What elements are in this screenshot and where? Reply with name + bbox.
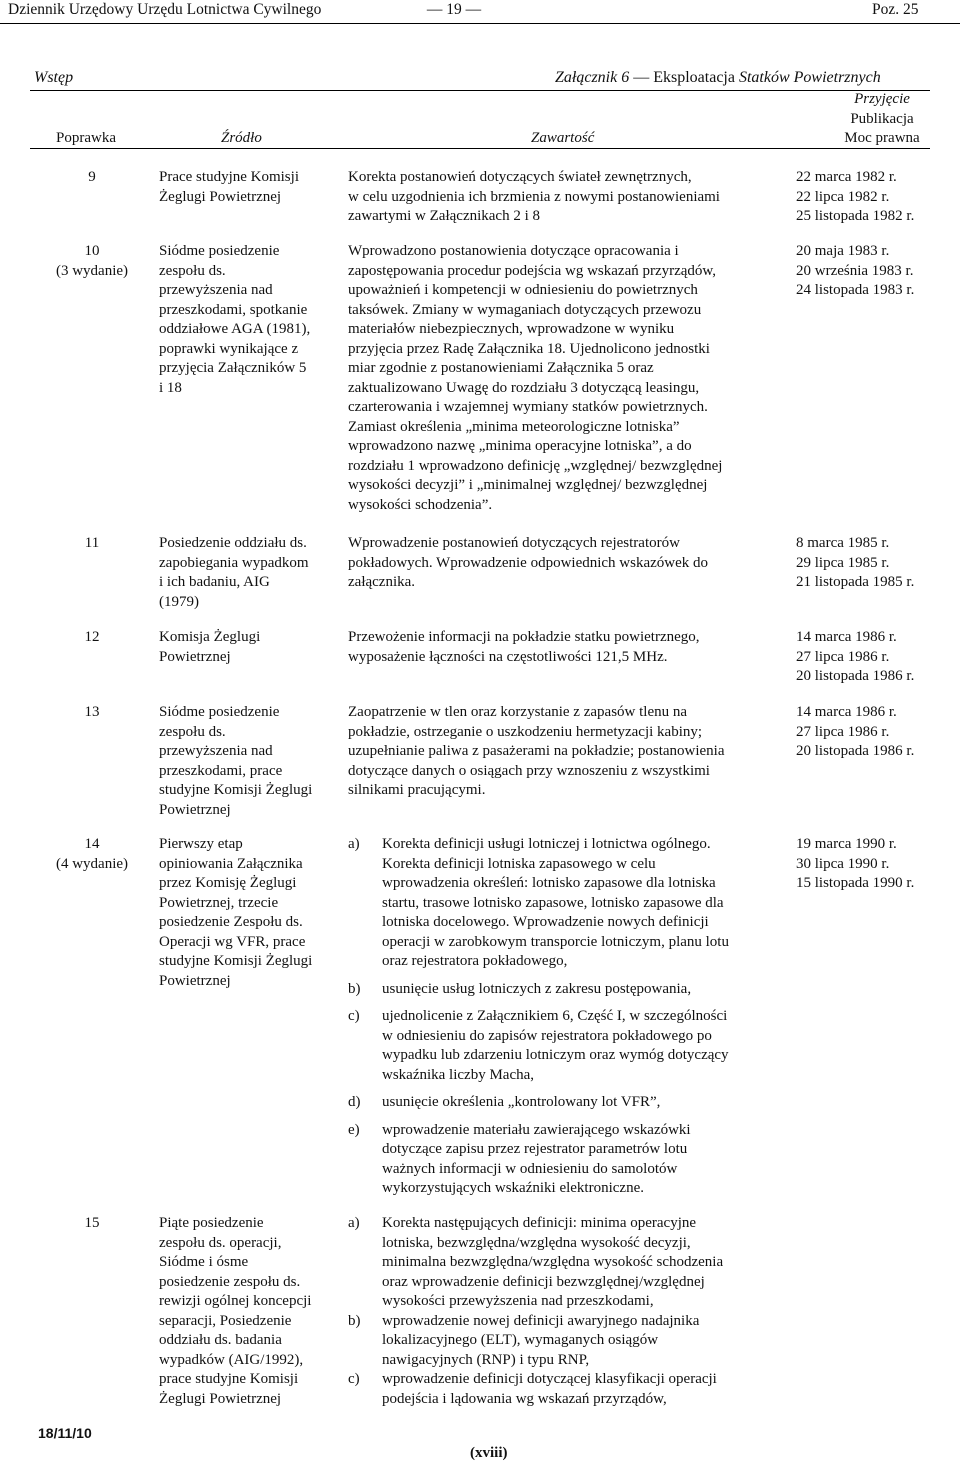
list-item xyxy=(348,1370,780,1409)
item-label: a) xyxy=(348,1215,360,1231)
source-line: zapobiegania wypadkom xyxy=(159,554,309,571)
content-line: Korekta postanowień dotyczących świateł zewnętrznych, xyxy=(348,169,692,185)
row-content xyxy=(348,534,780,593)
source-line: posiedzenie zespołu ds. xyxy=(159,1273,301,1290)
content-line: wprowadzono nazwę „minima operacyjne lotniska”, a do xyxy=(348,438,692,454)
item-line: dotyczące zapisu przez rejestrator parametrów lotu xyxy=(382,1141,688,1157)
content-line: zapostępowania procedur podejścia wg wskazań przyrządów, xyxy=(348,262,717,279)
row-number xyxy=(60,703,124,723)
source-line: Operacji wg VFR, prace xyxy=(159,933,306,950)
list-item xyxy=(348,1214,780,1312)
section-right xyxy=(555,68,881,88)
source-line: i ich badaniu, AIG xyxy=(159,574,270,590)
date-adoption: 19 marca 1990 r. xyxy=(796,836,897,852)
item-line: wprowadzenie nowej definicji awaryjnego nadajnika xyxy=(382,1312,700,1329)
list-item xyxy=(348,980,780,1000)
page-number-dash-right: — xyxy=(461,1,482,18)
source-line: Powietrznej xyxy=(159,801,231,818)
date-adoption: 14 marca 1986 r. xyxy=(796,704,897,720)
date-effective: 20 listopada 1986 r. xyxy=(796,668,915,684)
source-line: studyjne Komisji Żeglugi xyxy=(159,782,313,798)
footer-page-roman: (xviii) xyxy=(470,1445,508,1461)
source-line: posiedzenie Zespołu ds. xyxy=(159,914,303,930)
date-adoption: 20 maja 1983 r. xyxy=(796,243,890,259)
source-line: Siódme posiedzenie xyxy=(159,243,280,259)
item-label: a) xyxy=(348,836,360,852)
item-line: Korekta definicji usługi lotniczej i lotnictwa ogólnego. xyxy=(382,836,711,852)
item-line: wprowadzenia określeń: lotnisko zapasowe dla lotniska xyxy=(382,875,716,891)
row-number xyxy=(60,534,124,554)
row-content xyxy=(348,628,780,667)
source-line: Powietrznej, trzecie xyxy=(159,894,279,911)
source-line: wypadków (AIG/1992), xyxy=(159,1351,304,1368)
content-line: Wprowadzenie postanowień dotyczących rejestratorów xyxy=(348,535,680,551)
item-line: nawigacyjnych (RNP) i typu RNP, xyxy=(382,1351,590,1368)
row-number xyxy=(60,1214,124,1234)
list-item xyxy=(348,1093,780,1113)
content-line: rozdziału 1 wprowadzono definicję „względnej/ bezwzględnej xyxy=(348,457,723,474)
source-line: Powietrznej xyxy=(159,648,231,665)
annex-topic: Eksploatacja xyxy=(653,69,735,86)
annex-label: Załącznik 6 xyxy=(555,69,630,86)
date-adoption: 8 marca 1985 r. xyxy=(796,535,890,551)
journal-title: Dziennik Urzędowy Urzędu Lotnictwa Cywilnego xyxy=(8,1,322,18)
list-item xyxy=(348,835,780,972)
row-source xyxy=(159,1214,341,1409)
row-number-line: 10 xyxy=(84,243,100,259)
date-publication: 30 lipca 1990 r. xyxy=(796,855,890,872)
content-line: wysokości decyzji” i „minimalnej względnej/ bezwzględnej xyxy=(348,477,708,493)
item-line: wysokości przewyższenia nad przeszkodami, xyxy=(382,1293,654,1309)
row-source xyxy=(159,703,341,820)
date-publication: 20 września 1983 r. xyxy=(796,262,914,279)
edition-label: (3 wydanie) xyxy=(55,262,129,279)
item-line: minimalna bezwzględna/względna wysokość schodzenia xyxy=(382,1254,724,1270)
col-effective: Moc prawna xyxy=(844,130,920,146)
source-line: zespołu ds. operacji, xyxy=(159,1234,282,1251)
source-line: przyjęcia Załączników 5 xyxy=(159,360,307,376)
row-content xyxy=(348,242,780,515)
item-line: oraz rejestratora pokładowego, xyxy=(382,953,568,969)
source-line: Posiedzenie oddziału ds. xyxy=(159,535,307,551)
col-source: Źródło xyxy=(221,130,262,146)
item-line: Korekta następujących definicji: minima operacyjne xyxy=(382,1215,697,1231)
date-effective: 15 listopada 1990 r. xyxy=(796,875,915,891)
col-adoption: Przyjęcie xyxy=(854,91,910,107)
list-item xyxy=(348,1121,780,1199)
item-line: wypadku lub zdarzeniu lotniczym oraz wymóg dotyczący xyxy=(382,1047,729,1063)
item-label: c) xyxy=(348,1008,360,1024)
col-content: Zawartość xyxy=(531,130,595,146)
source-line: oddziału ds. badania xyxy=(159,1332,282,1348)
row-content xyxy=(348,1214,780,1409)
row-source xyxy=(159,835,341,991)
source-line: Piąte posiedzenie xyxy=(159,1215,264,1231)
date-effective: 20 listopada 1986 r. xyxy=(796,743,915,759)
content-line: upoważnień i kompetencji w odniesieniu do powietrznych xyxy=(348,282,698,298)
row-dates xyxy=(796,703,946,762)
source-line: przewyższenia nad xyxy=(159,282,273,298)
date-adoption: 22 marca 1982 r. xyxy=(796,169,897,185)
content-line: dotyczące danych o osiągach przy wznoszeniu z wszystkimi xyxy=(348,762,710,779)
item-line: lotniska docelowego. Wprowadzenie nowych definicji xyxy=(382,914,709,930)
content-line: zaktualizowano Uwagę do rozdziału 3 dotyczącą leasingu, xyxy=(348,379,700,396)
source-line: Prace studyjne Komisji xyxy=(159,169,299,185)
date-effective: 25 listopada 1982 r. xyxy=(796,208,915,224)
date-publication: 27 lipca 1986 r. xyxy=(796,648,890,665)
row-dates xyxy=(796,835,946,894)
item-line: wykorzystujących wskaźniki elektroniczne. xyxy=(382,1180,644,1196)
source-line: zespołu ds. xyxy=(159,723,226,740)
item-line: oraz wprowadzenie definicji bezwzględnej/względnej xyxy=(382,1273,705,1290)
col-amendment: Poprawka xyxy=(56,130,116,146)
source-line: separacji, Posiedzenie xyxy=(159,1312,292,1329)
row-dates xyxy=(796,628,946,687)
item-line: wskaźnika liczby Macha, xyxy=(382,1066,535,1083)
source-line: opiniowania Załącznika xyxy=(159,855,303,872)
column-header-rule xyxy=(30,148,930,149)
item-line: usunięcie określenia „kontrolowany lot VFR”, xyxy=(382,1094,661,1110)
source-line: Powietrznej xyxy=(159,972,231,989)
content-line: uzupełnianie paliwa z pasażerami na pokładzie; postanowienia xyxy=(348,743,725,759)
row-dates xyxy=(796,168,946,227)
header-rule xyxy=(0,23,960,24)
row-source xyxy=(159,628,341,667)
source-line: zespołu ds. xyxy=(159,262,226,279)
content-line: miar zgodnie z postanowieniami Załącznika 5 oraz xyxy=(348,360,654,376)
content-line: pokładzie, ostrzeganie o uszkodzeniu hermetyzacji kabiny; xyxy=(348,723,703,740)
content-line: wysokości schodzenia”. xyxy=(348,496,493,513)
item-label: c) xyxy=(348,1371,360,1387)
row-number-line: 11 xyxy=(84,535,100,551)
source-line: Komisja Żeglugi xyxy=(159,629,261,645)
col-publication: Publikacja xyxy=(850,111,914,127)
content-line: wyposażenie łączności na częstotliwości 121,5 MHz. xyxy=(348,648,668,665)
item-label: e) xyxy=(348,1121,360,1138)
content-line: Wprowadzono postanowienia dotyczące opracowania i xyxy=(348,243,679,259)
source-line: przeszkodami, prace xyxy=(159,762,283,779)
row-dates xyxy=(796,242,946,301)
source-line: studyjne Komisji Żeglugi xyxy=(159,953,313,969)
source-line: Siódme i ósme xyxy=(159,1254,249,1270)
item-line: wprowadzenie definicji dotyczącej klasyfikacji operacji xyxy=(382,1371,717,1387)
item-line: podejścia i lądowania wg wskazań przyrządów, xyxy=(382,1390,667,1407)
section-left: Wstęp xyxy=(34,69,74,86)
content-line: taksówek. Zmiany w wymaganiach dotyczących przewozu xyxy=(348,301,702,318)
row-source xyxy=(159,534,341,612)
content-line: załącznika. xyxy=(348,574,416,590)
source-line: Siódme posiedzenie xyxy=(159,704,280,720)
row-number-line: 12 xyxy=(84,629,100,645)
item-line: ważnych informacji w odniesieniu do samolotów xyxy=(382,1160,678,1177)
list-item xyxy=(348,1312,780,1371)
row-source xyxy=(159,168,341,207)
date-effective: 24 listopada 1983 r. xyxy=(796,282,915,298)
content-line: zawartymi w Załącznikach 2 i 8 xyxy=(348,208,540,224)
item-line: lokalizacyjnego (ELT), wymaganych osiągów xyxy=(382,1332,659,1348)
item-label: b) xyxy=(348,980,361,997)
date-publication: 29 lipca 1985 r. xyxy=(796,554,890,571)
row-number xyxy=(60,628,124,648)
date-effective: 21 listopada 1985 r. xyxy=(796,574,915,590)
footer-date-code: 18/11/10 xyxy=(38,1425,92,1441)
section-rule xyxy=(30,90,930,91)
row-number-line: 15 xyxy=(84,1215,100,1231)
annex-topic-suffix: Statków Powietrznych xyxy=(738,69,881,86)
row-number-line: 13 xyxy=(84,704,100,720)
row-dates xyxy=(796,534,946,593)
source-line: Żeglugi Powietrznej xyxy=(159,1390,282,1407)
item-line: wprowadzenie materiału zawierającego wskazówki xyxy=(382,1121,691,1138)
source-line: Żeglugi Powietrznej xyxy=(159,188,282,205)
content-line: w celu uzgodnienia ich brzmienia z nowymi postanowieniami xyxy=(348,188,720,205)
source-line: przez Komisję Żeglugi xyxy=(159,875,297,891)
row-source xyxy=(159,242,341,398)
source-line: i 18 xyxy=(159,379,182,396)
row-number xyxy=(55,835,129,874)
item-label: d) xyxy=(348,1094,361,1110)
source-line: przeszkodami, spotkanie xyxy=(159,301,308,318)
item-line: w odniesieniu do zapisów rejestratora pokładowego po xyxy=(382,1027,712,1044)
date-publication: 22 lipca 1982 r. xyxy=(796,188,890,205)
content-line: pokładowych. Wprowadzenie odpowiednich wskazówek do xyxy=(348,554,709,571)
content-line: Przewożenie informacji na pokładzie statku powietrznego, xyxy=(348,629,700,645)
content-line: silnikami pracującymi. xyxy=(348,782,486,798)
item-line: ujednolicenie z Załącznikiem 6, Część I, w szczególności xyxy=(382,1008,728,1024)
content-line: Zamiast określenia „minima meteorologiczne lotniska” xyxy=(348,418,680,435)
row-number xyxy=(55,242,129,281)
row-number-line: 14 xyxy=(84,836,100,852)
item-line: startu, trasowe lotnisko zapasowe, lotnisko zapasowe dla xyxy=(382,894,724,911)
source-line: (1979) xyxy=(159,593,199,610)
edition-label: (4 wydanie) xyxy=(55,855,129,872)
source-line: przewyższenia nad xyxy=(159,743,273,759)
page-number-dash-left: — xyxy=(426,1,447,18)
date-adoption: 14 marca 1986 r. xyxy=(796,629,897,645)
content-line: czarterowania i wzajemnej wymiany statków powietrznych. xyxy=(348,399,708,415)
item-line: usunięcie usług lotniczych z zakresu postępowania, xyxy=(382,980,692,997)
position-label: Poz. 25 xyxy=(872,1,919,18)
page-number xyxy=(404,0,504,20)
list-item xyxy=(348,1007,780,1085)
annex-dash: — xyxy=(633,69,654,86)
content-line: przyjęcia przez Radę Załącznika 18. Ujednolicono jednostki xyxy=(348,340,710,357)
item-line: Korekta definicji lotniska zapasowego w celu xyxy=(382,855,656,872)
content-line: materiałów niebezpiecznych, wprowadzone w wyniku xyxy=(348,321,675,337)
page-number-value: 19 xyxy=(446,1,462,18)
source-line: Pierwszy etap xyxy=(159,836,243,852)
source-line: oddziałowe AGA (1981), xyxy=(159,321,311,337)
item-label: b) xyxy=(348,1312,361,1329)
content-line: Zaopatrzenie w tlen oraz korzystanie z zapasów tlenu na xyxy=(348,704,688,720)
row-content xyxy=(348,835,780,1199)
item-line: operacji w zarobkowym transporcie lotniczym, planu lotu xyxy=(382,933,729,950)
date-publication: 27 lipca 1986 r. xyxy=(796,723,890,740)
source-line: rewizji ogólnej koncepcji xyxy=(159,1293,312,1309)
row-number xyxy=(60,168,124,188)
row-content xyxy=(348,703,780,801)
row-number-line: 9 xyxy=(88,169,96,185)
source-line: poprawki wynikające z xyxy=(159,340,299,357)
source-line: prace studyjne Komisji xyxy=(159,1371,299,1387)
row-content xyxy=(348,168,780,227)
item-line: lotniska, bezwzględna/względna wysokość decyzji, xyxy=(382,1234,691,1251)
